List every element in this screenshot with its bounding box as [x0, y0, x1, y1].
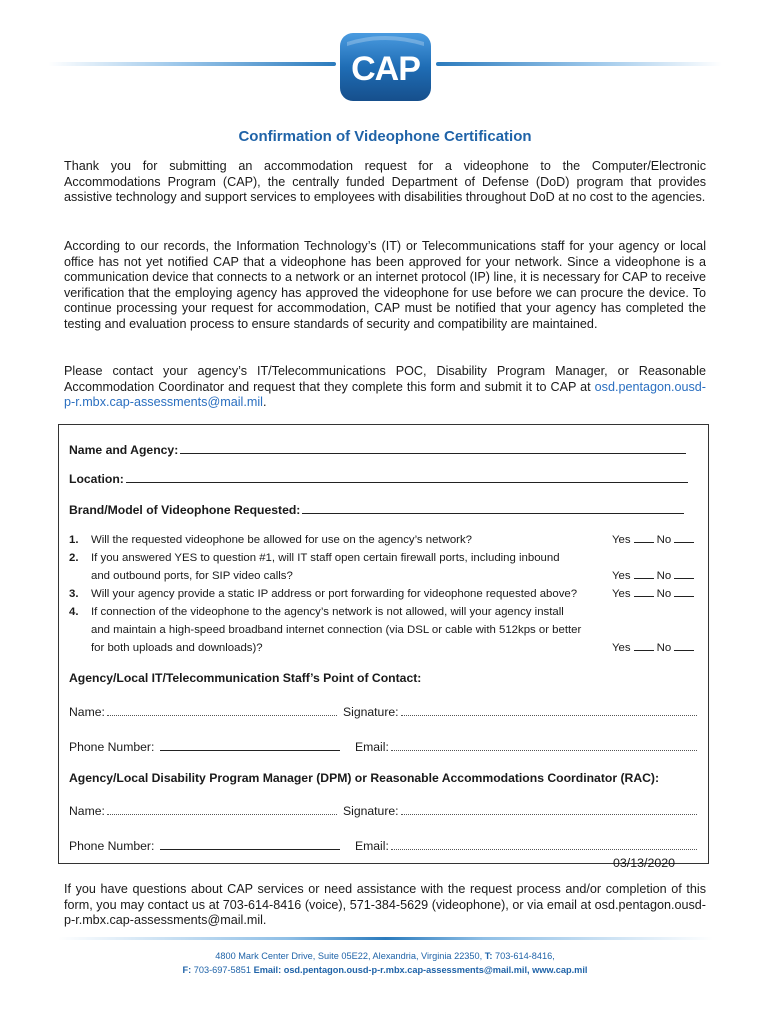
- name-agency-label: Name and Agency:: [69, 443, 179, 457]
- cap-email-link[interactable]: osd.pentagon.ousd-p-r.mbx.cap-assessments@mail.mil: [64, 379, 706, 410]
- brand-model-label: Brand/Model of Videophone Requested:: [69, 503, 301, 517]
- footer-rule: [58, 937, 713, 940]
- footer-f-label: F:: [182, 965, 192, 975]
- question-1-no-field[interactable]: [674, 542, 694, 543]
- question-4-number: 4.: [69, 606, 79, 618]
- question-4-text-line-2: and maintain a high-speed broadband internet connection (via DSL or cable with 512kps or better: [91, 624, 582, 636]
- contact-end: .: [262, 395, 267, 410]
- intro-paragraph: Thank you for submitting an accommodation request for a videophone to the Computer/Electronic Accommodations Program (CAP), the centrally funded Department of Defense (DoD) program that provides assistive technology and support services to employees with disabilities throughout DoD at no cost to the agencies.: [64, 159, 706, 205]
- question-4-no-field[interactable]: [674, 650, 694, 651]
- question-2-text-line-1: If you answered YES to question #1, will IT staff open certain firewall ports, including inbound: [91, 552, 560, 564]
- phone-label: Phone Number:: [69, 839, 155, 853]
- email-label: Email:: [355, 839, 389, 853]
- form-date: 03/13/2020: [613, 856, 676, 870]
- question-3-yes-field[interactable]: [634, 596, 654, 597]
- it-poc-phone-field[interactable]: [160, 750, 340, 751]
- name-label: Name:: [69, 804, 105, 818]
- footer-address-text: 4800 Mark Center Drive, Suite 05E22, Alexandria, Virginia 22350,: [215, 951, 483, 961]
- question-1-yes-field[interactable]: [634, 542, 654, 543]
- it-poc-email-row: [355, 740, 697, 754]
- footer-phone: 703-614-8416,: [494, 951, 555, 961]
- cap-logo: [339, 32, 432, 102]
- question-3-number: 3.: [69, 588, 79, 600]
- location-label: Location:: [69, 472, 124, 486]
- email-label: Email:: [355, 740, 389, 754]
- question-1-answer: [612, 534, 697, 546]
- question-3-no-field[interactable]: [674, 596, 694, 597]
- name-agency-field[interactable]: [180, 453, 686, 454]
- no-label: No: [656, 642, 672, 654]
- question-4-text-line-3: for both uploads and downloads)?: [91, 642, 263, 654]
- header-rule-right: [436, 62, 722, 66]
- brand-model-row: [69, 503, 684, 517]
- name-agency-row: [69, 443, 686, 457]
- signature-label: Signature:: [343, 705, 399, 719]
- dpm-name-field[interactable]: [107, 814, 337, 815]
- question-1-number: 1.: [69, 534, 79, 546]
- question-2-text-line-2: and outbound ports, for SIP video calls?: [91, 570, 293, 582]
- location-row: [69, 472, 688, 486]
- it-poc-heading: Agency/Local IT/Telecommunication Staff’s Point of Contact:: [69, 671, 422, 685]
- question-4-answer: [612, 642, 697, 654]
- name-label: Name:: [69, 705, 105, 719]
- question-2-yes-field[interactable]: [634, 578, 654, 579]
- question-4-yes-field[interactable]: [634, 650, 654, 651]
- question-2-number: 2.: [69, 552, 79, 564]
- question-1-text: Will the requested videophone be allowed for use on the agency’s network?: [91, 534, 472, 546]
- it-poc-signature-field[interactable]: [401, 715, 697, 716]
- records-paragraph: According to our records, the Information Technology’s (IT) or Telecommunications staff for your agency or local office has not yet notified CAP that a videophone has been approved for your network. Since a videophone is a communication device that connects to a network or an internet protocol (IP) line, it is necessary for CAP to receive verification that the employing agency has approved the videophone for use before we can procure the device. To continue processing your request for accommodation, CAP must be notified that your agency has completed the testing and evaluation process to ensure standards of security and compatibility are maintained.: [64, 239, 706, 331]
- yes-label: Yes: [612, 534, 631, 546]
- no-label: No: [656, 570, 672, 582]
- phone-label: Phone Number:: [69, 740, 155, 754]
- it-poc-signature-row: [343, 705, 697, 719]
- yes-label: Yes: [612, 642, 631, 654]
- questions-paragraph: If you have questions about CAP services or need assistance with the request process and/or completion of this form, you may contact us at 703-614-8416 (voice), 571-384-5629 (videophone), or via email at osd.pentagon.ousd-p-r.mbx.cap-assessments@mail.mil.: [64, 882, 706, 928]
- no-label: No: [656, 534, 672, 546]
- footer-t-label: T:: [484, 951, 493, 961]
- footer-email[interactable]: osd.pentagon.ousd-p-r.mbx.cap-assessments@mail.mil,: [283, 965, 530, 975]
- signature-label: Signature:: [343, 804, 399, 818]
- question-2-no-field[interactable]: [674, 578, 694, 579]
- logo-text: CAP: [351, 50, 420, 88]
- footer-website[interactable]: www.cap.mil: [532, 965, 588, 975]
- dpm-phone-field[interactable]: [160, 849, 340, 850]
- dpm-signature-field[interactable]: [401, 814, 697, 815]
- footer-contact: [0, 965, 770, 975]
- footer-address: [0, 951, 770, 961]
- dpm-email-row: [355, 839, 697, 853]
- contact-paragraph: [64, 364, 706, 411]
- yes-label: Yes: [612, 570, 631, 582]
- it-poc-email-field[interactable]: [391, 750, 697, 751]
- brand-model-field[interactable]: [302, 513, 684, 514]
- dpm-name-row: [69, 804, 337, 818]
- page-title: Confirmation of Videophone Certification: [238, 128, 532, 145]
- contact-text: Please contact your agency’s IT/Telecommunications POC, Disability Program Manager, or Reasonable Accommodation Coordinator and request that they complete this form and submit it to CAP at: [64, 364, 706, 394]
- dpm-phone-row: [69, 839, 340, 853]
- question-2-answer: [612, 570, 697, 582]
- it-poc-name-row: [69, 705, 337, 719]
- dpm-signature-row: [343, 804, 697, 818]
- header-rule-left: [48, 62, 336, 66]
- location-field[interactable]: [126, 482, 688, 483]
- dpm-email-field[interactable]: [391, 849, 697, 850]
- certification-form: [58, 424, 709, 864]
- yes-label: Yes: [612, 588, 631, 600]
- it-poc-name-field[interactable]: [107, 715, 337, 716]
- no-label: No: [656, 588, 672, 600]
- dpm-heading: Agency/Local Disability Program Manager (DPM) or Reasonable Accommodations Coordinator (RAC):: [69, 771, 660, 785]
- it-poc-phone-row: [69, 740, 340, 754]
- question-4-text-line-1: If connection of the videophone to the agency’s network is not allowed, will your agency install: [91, 606, 564, 618]
- question-3-answer: [612, 588, 697, 600]
- footer-fax: 703-697-5851: [193, 965, 251, 975]
- question-3-text: Will your agency provide a static IP address or port forwarding for videophone requested above?: [91, 588, 578, 600]
- footer-email-label: Email:: [253, 965, 282, 975]
